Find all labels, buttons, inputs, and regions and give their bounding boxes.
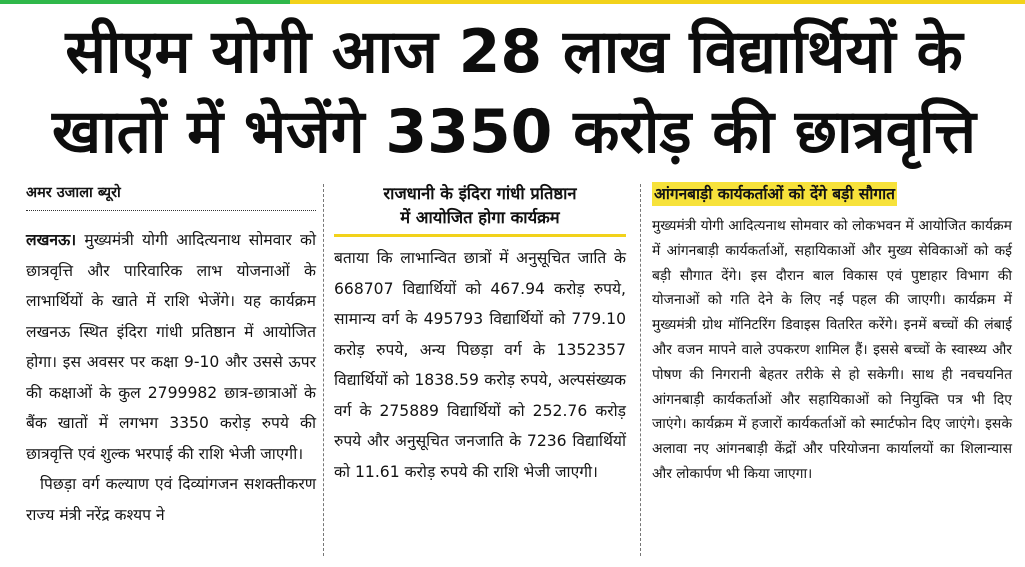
byline: अमर उजाला ब्यूरो: [26, 182, 316, 211]
column-1-paragraph-1: [26, 225, 316, 469]
article-column-1: [26, 182, 316, 530]
subheading-underline: [334, 234, 626, 237]
column-divider-2: [640, 184, 641, 556]
column-1-paragraph-2: पिछड़ा वर्ग कल्याण एवं दिव्यांगजन सशक्तीकरण राज्य मंत्री नरेंद्र कश्यप ने: [26, 475, 316, 524]
subheading-line-1: राजधानी के इंदिरा गांधी प्रतिष्ठान: [383, 184, 577, 203]
headline-line-2: खातों में भेजेंगे 3350 करोड़ की छात्रवृत्ति: [51, 97, 976, 167]
column-3-paragraph-1: मुख्यमंत्री योगी आदित्यनाथ सोमवार को लोकभवन में आयोजित कार्यक्रम में आंगनबाड़ी कार्यकर्ताओं, सहायिकाओं और मुख्य सेविकाओं को कई बड़ी सौगात देंगे। इस दौरान बाल विकास एवं पुष्टाहार विभाग की योजनाओं को गति देने के लिए नई पहल की जाएगी। कार्यक्रम में मुख्यमंत्री ग्रोथ मॉनिटरिंग डिवाइस वितरित करेंगे। इनमें बच्चों की लंबाई और वजन मापने वाले उपकरण शामिल हैं। इससे बच्चों के स्वास्थ्य और पोषण की निगरानी बेहतर तरीके से हो सकेगी। साथ ही नवचयनित आंगनबाड़ी कार्यकर्ताओं और सहायिकाओं को नियुक्ति पत्र भी दिए जाएंगे। कार्यक्रम में हजारों कार्यकर्ताओं को स्मार्टफोन दिए जाएंगे। इसके अलावा नए आंगनबाड़ी केंद्रों और परियोजना कार्यालयों का शिलान्यास और लोकार्पण भी किया जाएगा।: [652, 218, 1012, 482]
subheading: [334, 182, 626, 230]
highlighted-heading: आंगनबाड़ी कार्यकर्ताओं को देंगे बड़ी सौगात: [652, 182, 897, 206]
subheading-line-2: में आयोजित होगा कार्यक्रम: [400, 208, 560, 227]
column-1-body: [26, 225, 316, 530]
column-divider-1: [323, 184, 324, 556]
top-accent-bar-green: [0, 0, 290, 4]
top-accent-bar-yellow: [290, 0, 1025, 4]
column-3-body: [652, 214, 1012, 487]
article-column-2: [334, 182, 626, 487]
headline-line-1: सीएम योगी आज 28 लाख विद्यार्थियों के: [65, 17, 963, 87]
column-2-paragraph-1: बताया कि लाभान्वित छात्रों में अनुसूचित जाति के 668707 विद्यार्थियों को 467.94 करोड़ रुपये, सामान्य वर्ग के 495793 विद्यार्थियों को 779.10 करोड़ रुपये, अन्य पिछड़ा वर्ग के 1352357 विद्यार्थियों को 1838.59 करोड़ रुपये, अल्पसंख्यक वर्ग के 275889 विद्यार्थियों को 252.76 करोड़ रुपये और अनुसूचित जनजाति के 7236 विद्यार्थियों को 11.61 करोड़ रुपये की राशि भेजी जाएगी।: [334, 249, 626, 481]
article-column-3: [652, 182, 1012, 487]
column-2-body: [334, 243, 626, 487]
headline: [14, 12, 1014, 172]
column-1-paragraph-1-text: मुख्यमंत्री योगी आदित्यनाथ सोमवार को छात्रवृत्ति और पारिवारिक लाभ योजनाओं के लाभार्थियों के खाते में राशि भेजेंगे। यह कार्यक्रम लखनऊ स्थित इंदिरा गांधी प्रतिष्ठान में आयोजित होगा। इस अवसर पर कक्षा 9-10 और उससे ऊपर की कक्षाओं के कुल 2799982 छात्र-छात्राओं के बैंक खातों में लगभग 3350 करोड़ रुपये की छात्रवृत्ति एवं शुल्क भरपाई की राशि भेजी जाएगी।: [26, 231, 316, 463]
dateline: लखनऊ।: [26, 231, 77, 249]
